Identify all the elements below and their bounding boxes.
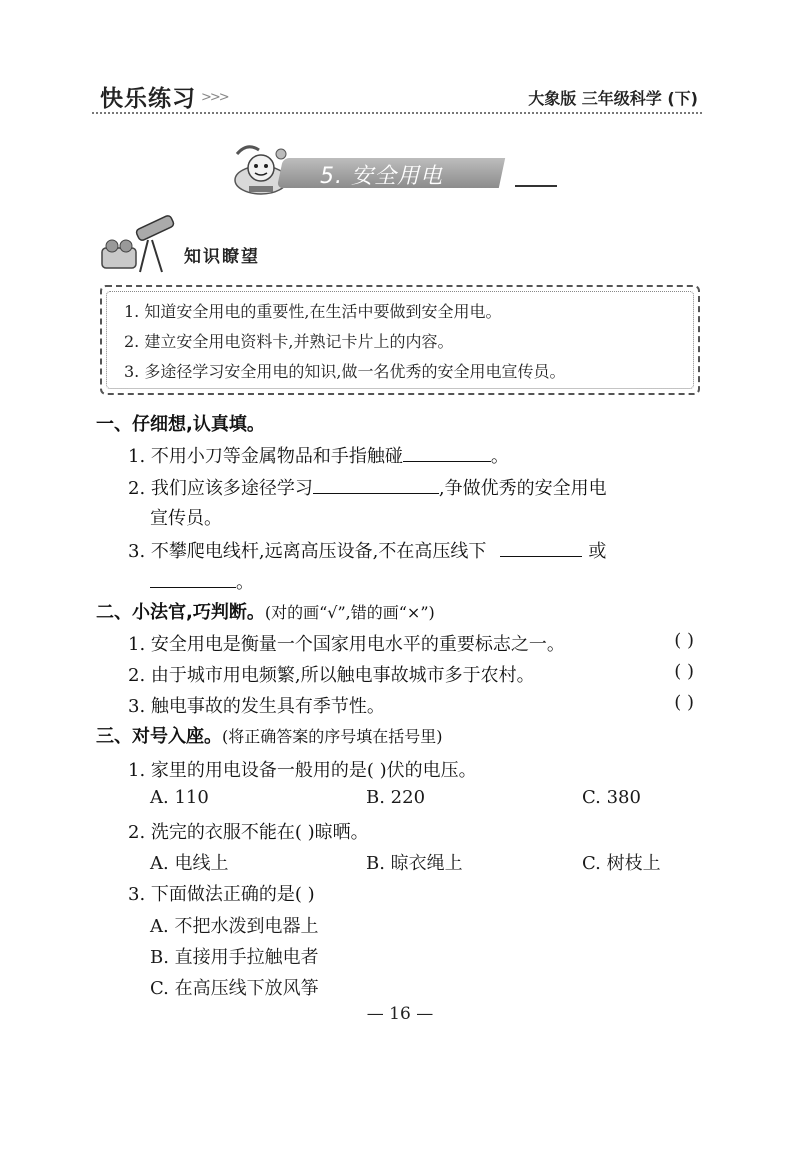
lesson-title: 5. 安全用电 — [320, 164, 443, 189]
knowledge-item: 3. 多途径学习安全用电的知识,做一名优秀的安全用电宣传员。 — [124, 362, 566, 381]
series-title: 快乐练习 — [100, 86, 196, 112]
answer-blank[interactable] — [500, 538, 582, 557]
option-b[interactable]: B. 直接用手拉触电者 — [150, 947, 319, 968]
judge-item: 1. 安全用电是衡量一个国家用电水平的重要标志之一。 — [128, 634, 565, 655]
knowledge-box — [100, 285, 700, 395]
section-3-title: 三、对号入座。 — [96, 726, 222, 747]
question-text: 1. 不用小刀等金属物品和手指触碰 — [128, 446, 403, 467]
question-text-end: 。 — [236, 572, 254, 593]
answer-parentheses[interactable]: ( ) — [674, 692, 694, 713]
question-1-3-continued — [150, 568, 254, 594]
telescope-icon — [96, 212, 184, 276]
page-number: — 16 — — [366, 1004, 434, 1024]
question-text: 3. 不攀爬电线杆,远离高压设备,不在高压线下 — [128, 541, 487, 562]
knowledge-heading — [96, 212, 316, 276]
judge-item: 3. 触电事故的发生具有季节性。 — [128, 696, 385, 717]
choice-question-1: 1. 家里的用电设备一般用的是( )伏的电压。 — [128, 760, 477, 781]
section-3-instruction: (将正确答案的序号填在括号里) — [222, 727, 443, 746]
option-a[interactable]: A. 110 — [150, 787, 209, 808]
judge-item: 2. 由于城市用电频繁,所以触电事故城市多于农村。 — [128, 665, 535, 686]
question-text-end: 。 — [490, 446, 509, 467]
knowledge-item: 1. 知道安全用电的重要性,在生活中要做到安全用电。 — [124, 302, 502, 321]
section-2-heading — [96, 598, 435, 624]
question-text-or: 或 — [588, 541, 607, 562]
question-1-2-continued: 宣传员。 — [150, 508, 222, 529]
answer-blank[interactable] — [150, 569, 236, 588]
book-info: 大象版 三年级科学 (下) — [528, 89, 698, 108]
option-b[interactable]: B. 220 — [366, 787, 426, 808]
option-a[interactable]: A. 不把水泼到电器上 — [150, 916, 319, 937]
title-underline — [515, 185, 557, 187]
question-1-1 — [128, 442, 509, 468]
question-1-3 — [128, 537, 606, 563]
answer-parentheses[interactable]: ( ) — [674, 630, 694, 651]
chevron-arrows-icon: >>> — [201, 90, 228, 105]
section-1-heading: 一、仔细想,认真填。 — [96, 414, 265, 435]
option-a[interactable]: A. 电线上 — [150, 853, 229, 874]
section-2-instruction: (对的画“√”,错的画“×”) — [264, 603, 435, 622]
knowledge-item: 2. 建立安全用电资料卡,并熟记卡片上的内容。 — [124, 332, 454, 351]
question-1-2 — [128, 474, 607, 500]
option-c[interactable]: C. 树枝上 — [582, 853, 661, 874]
choice-question-2: 2. 洗完的衣服不能在( )晾晒。 — [128, 822, 369, 843]
section-2-title: 二、小法官,巧判断。 — [96, 602, 265, 623]
question-text: 2. 我们应该多途径学习 — [128, 478, 313, 499]
option-c[interactable]: C. 在高压线下放风筝 — [150, 978, 319, 999]
header-divider — [92, 112, 702, 114]
answer-parentheses[interactable]: ( ) — [674, 661, 694, 682]
knowledge-heading-label: 知识瞭望 — [184, 247, 260, 267]
option-b[interactable]: B. 晾衣绳上 — [366, 853, 463, 874]
choice-question-3: 3. 下面做法正确的是( ) — [128, 884, 315, 905]
lesson-title-banner — [225, 140, 565, 200]
answer-blank[interactable] — [403, 443, 491, 462]
page-header — [100, 72, 700, 112]
section-3-heading — [96, 722, 443, 748]
option-c[interactable]: C. 380 — [582, 787, 641, 808]
question-text-end: ,争做优秀的安全用电 — [438, 478, 607, 499]
answer-blank[interactable] — [313, 475, 439, 494]
